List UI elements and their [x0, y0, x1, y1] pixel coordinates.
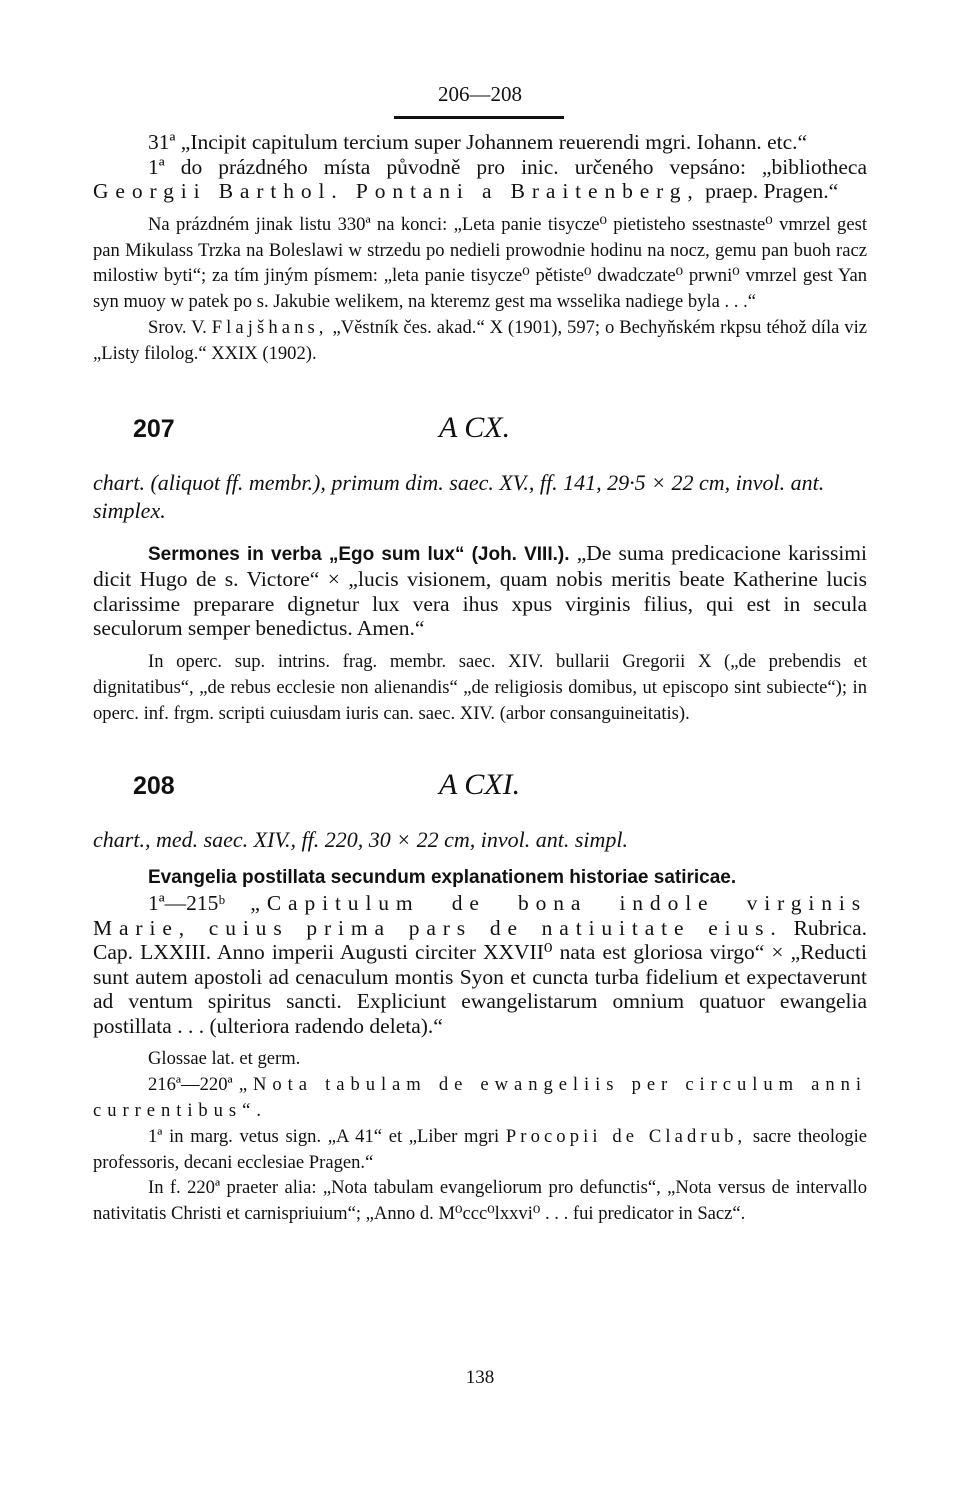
entry-208-signature-note [93, 1124, 867, 1176]
entry-208-final-note: In f. 220ª praeter alia: „Nota tabulam evangeliorum pro defunctis“, „Nota versus de intervallo nativitatis Christi et carnispriuium“; „Anno d. M⁰ccc⁰lxxvi⁰ . . . fui predicator in Sacz“. [93, 1177, 867, 1225]
page-body [93, 82, 867, 1227]
intro-reference [93, 315, 867, 367]
page-number: 138 [465, 1367, 495, 1388]
intro-czech-note: Na prázdném jinak listu 330ª na konci: „Leta panie tisycze⁰ pietisteho ssestnaste⁰ vmrzel gest pan Mikulass Trzka na Boleslawi w strzedu po nedieli prowodnie hodinu na nocz, gemu pan buoh racz milostiw byti“; za tím jiným písmem: „leta panie tisycze⁰ pětiste⁰ dwadczate⁰ prwni⁰ vmrzel gest Yan syn muoy w patek po s. Jakubie welikem, na kteremz gest ma wsselika nadiege byla . . .“ [93, 213, 867, 313]
entry-208-signature-owner: Procopii de Cladrub, [505, 1125, 747, 1147]
intro-incipit: 31ª „Incipit capitulum tercium super Johannem reuerendi mgri. Iohann. etc.“ [148, 130, 808, 154]
header-rule [394, 116, 564, 119]
entry-number: 208 [133, 772, 175, 801]
entry-208-tabula [93, 1072, 867, 1124]
entry-208-physical: chart., med. saec. XIV., ff. 220, 30 × 22 cm, invol. ant. simpl. [93, 827, 629, 853]
entry-208-tabula-text: „Nota tabulam de ewangeliis per circulum anni currentibus“. [93, 1074, 867, 1122]
intro-ownership-post: praep. Pragen.“ [705, 179, 839, 204]
entry-208-title-line [93, 864, 867, 891]
page-header-range: 206—208 [438, 82, 522, 106]
intro-ownership-note [93, 155, 867, 204]
entry-208-signature-pre: 1ª in marg. vetus sign. „A 41“ et „Liber mgri [148, 1125, 500, 1147]
entry-208-incipit-rest: Rubrica. Cap. LXXIII. Anno imperii Augusti circiter XXVII⁰ nata est gloriosa virgo“ × „Reducti sunt autem apostoli ad cenaculum montis Syon et cuncta turba fidelium et expectaverunt ad ventum spiritus sancti. Expliciunt ewangelistarum omnium quatuor ewangelia postillata . . . (ulteriora radendo deleta).“ [93, 915, 868, 1038]
entry-207-heading [93, 405, 867, 465]
entry-number: 207 [133, 414, 175, 443]
intro-ownership-pre: 1ª do prázdného místa původně pro inic. určeného vepsáno: „bibliotheca [148, 154, 867, 179]
intro-reference-author: Flajšhans, [211, 316, 328, 338]
entry-208-glossae: Glossae lat. et germ. [148, 1048, 301, 1070]
intro-reference-post: „Věstník čes. akad.“ X (1901), 597; o Bechyňském rkpsu téhož díla viz „Listy filolog.“ XXIX (1902). [93, 316, 867, 364]
intro-reference-pre: Srov. V. [148, 316, 207, 338]
entry-208-content [93, 891, 867, 1039]
entry-signature: A CX. [439, 410, 511, 444]
page-header [93, 82, 867, 126]
entry-207-title: Sermones in verba „Ego sum lux“ (Joh. VIII.). [148, 543, 570, 565]
entry-207-physical: chart. (aliquot ff. membr.), primum dim. saec. XV., ff. 141, 29·5 × 22 cm, invol. ant. simplex. [93, 469, 825, 523]
intro-ownership-name: Georgii Barthol. Pontani a Braitenberg, [93, 179, 700, 204]
entry-207-binding-note: In operc. sup. intrins. frag. membr. saec. XIV. bullarii Gregorii X („de prebendis et dignitatibus“, „de rebus ecclesie non alienandis“ „de religiosis domibus, ut episcopo sint subiecte“); in operc. inf. frgm. scripti cuiusdam iuris can. saec. XIV. (arbor consanguineitatis). [93, 650, 867, 724]
entry-207-content [93, 541, 867, 641]
entry-208-tabula-ref: 216ª—220ª [148, 1074, 233, 1096]
entry-signature: A CXI. [439, 768, 521, 802]
entry-208-title: Evangelia postillata secundum explanationem historiae satiricae. [148, 867, 737, 889]
entry-208-heading [93, 762, 867, 822]
entry-208-folio-ref: 1ª—215ᵇ [148, 890, 226, 915]
entry-208-incipit-spaced: „Capitulum de bona indole virginis Marie, cuius prima pars de natiuitate eius. [93, 890, 868, 940]
entry-207-incipit: „De suma predicacione karissimi dicit Hugo de s. Victore“ × „lucis visionem, quam nobis meritis beate Katherine lucis clarissime preparare dignetur lux vera ihus xpus virginis filius, qui est in secula seculorum semper benedictus. Amen.“ [93, 540, 867, 641]
entry-208-signature-post: sacre theologie professoris, decani ecclesiae Pragen.“ [93, 1125, 867, 1173]
